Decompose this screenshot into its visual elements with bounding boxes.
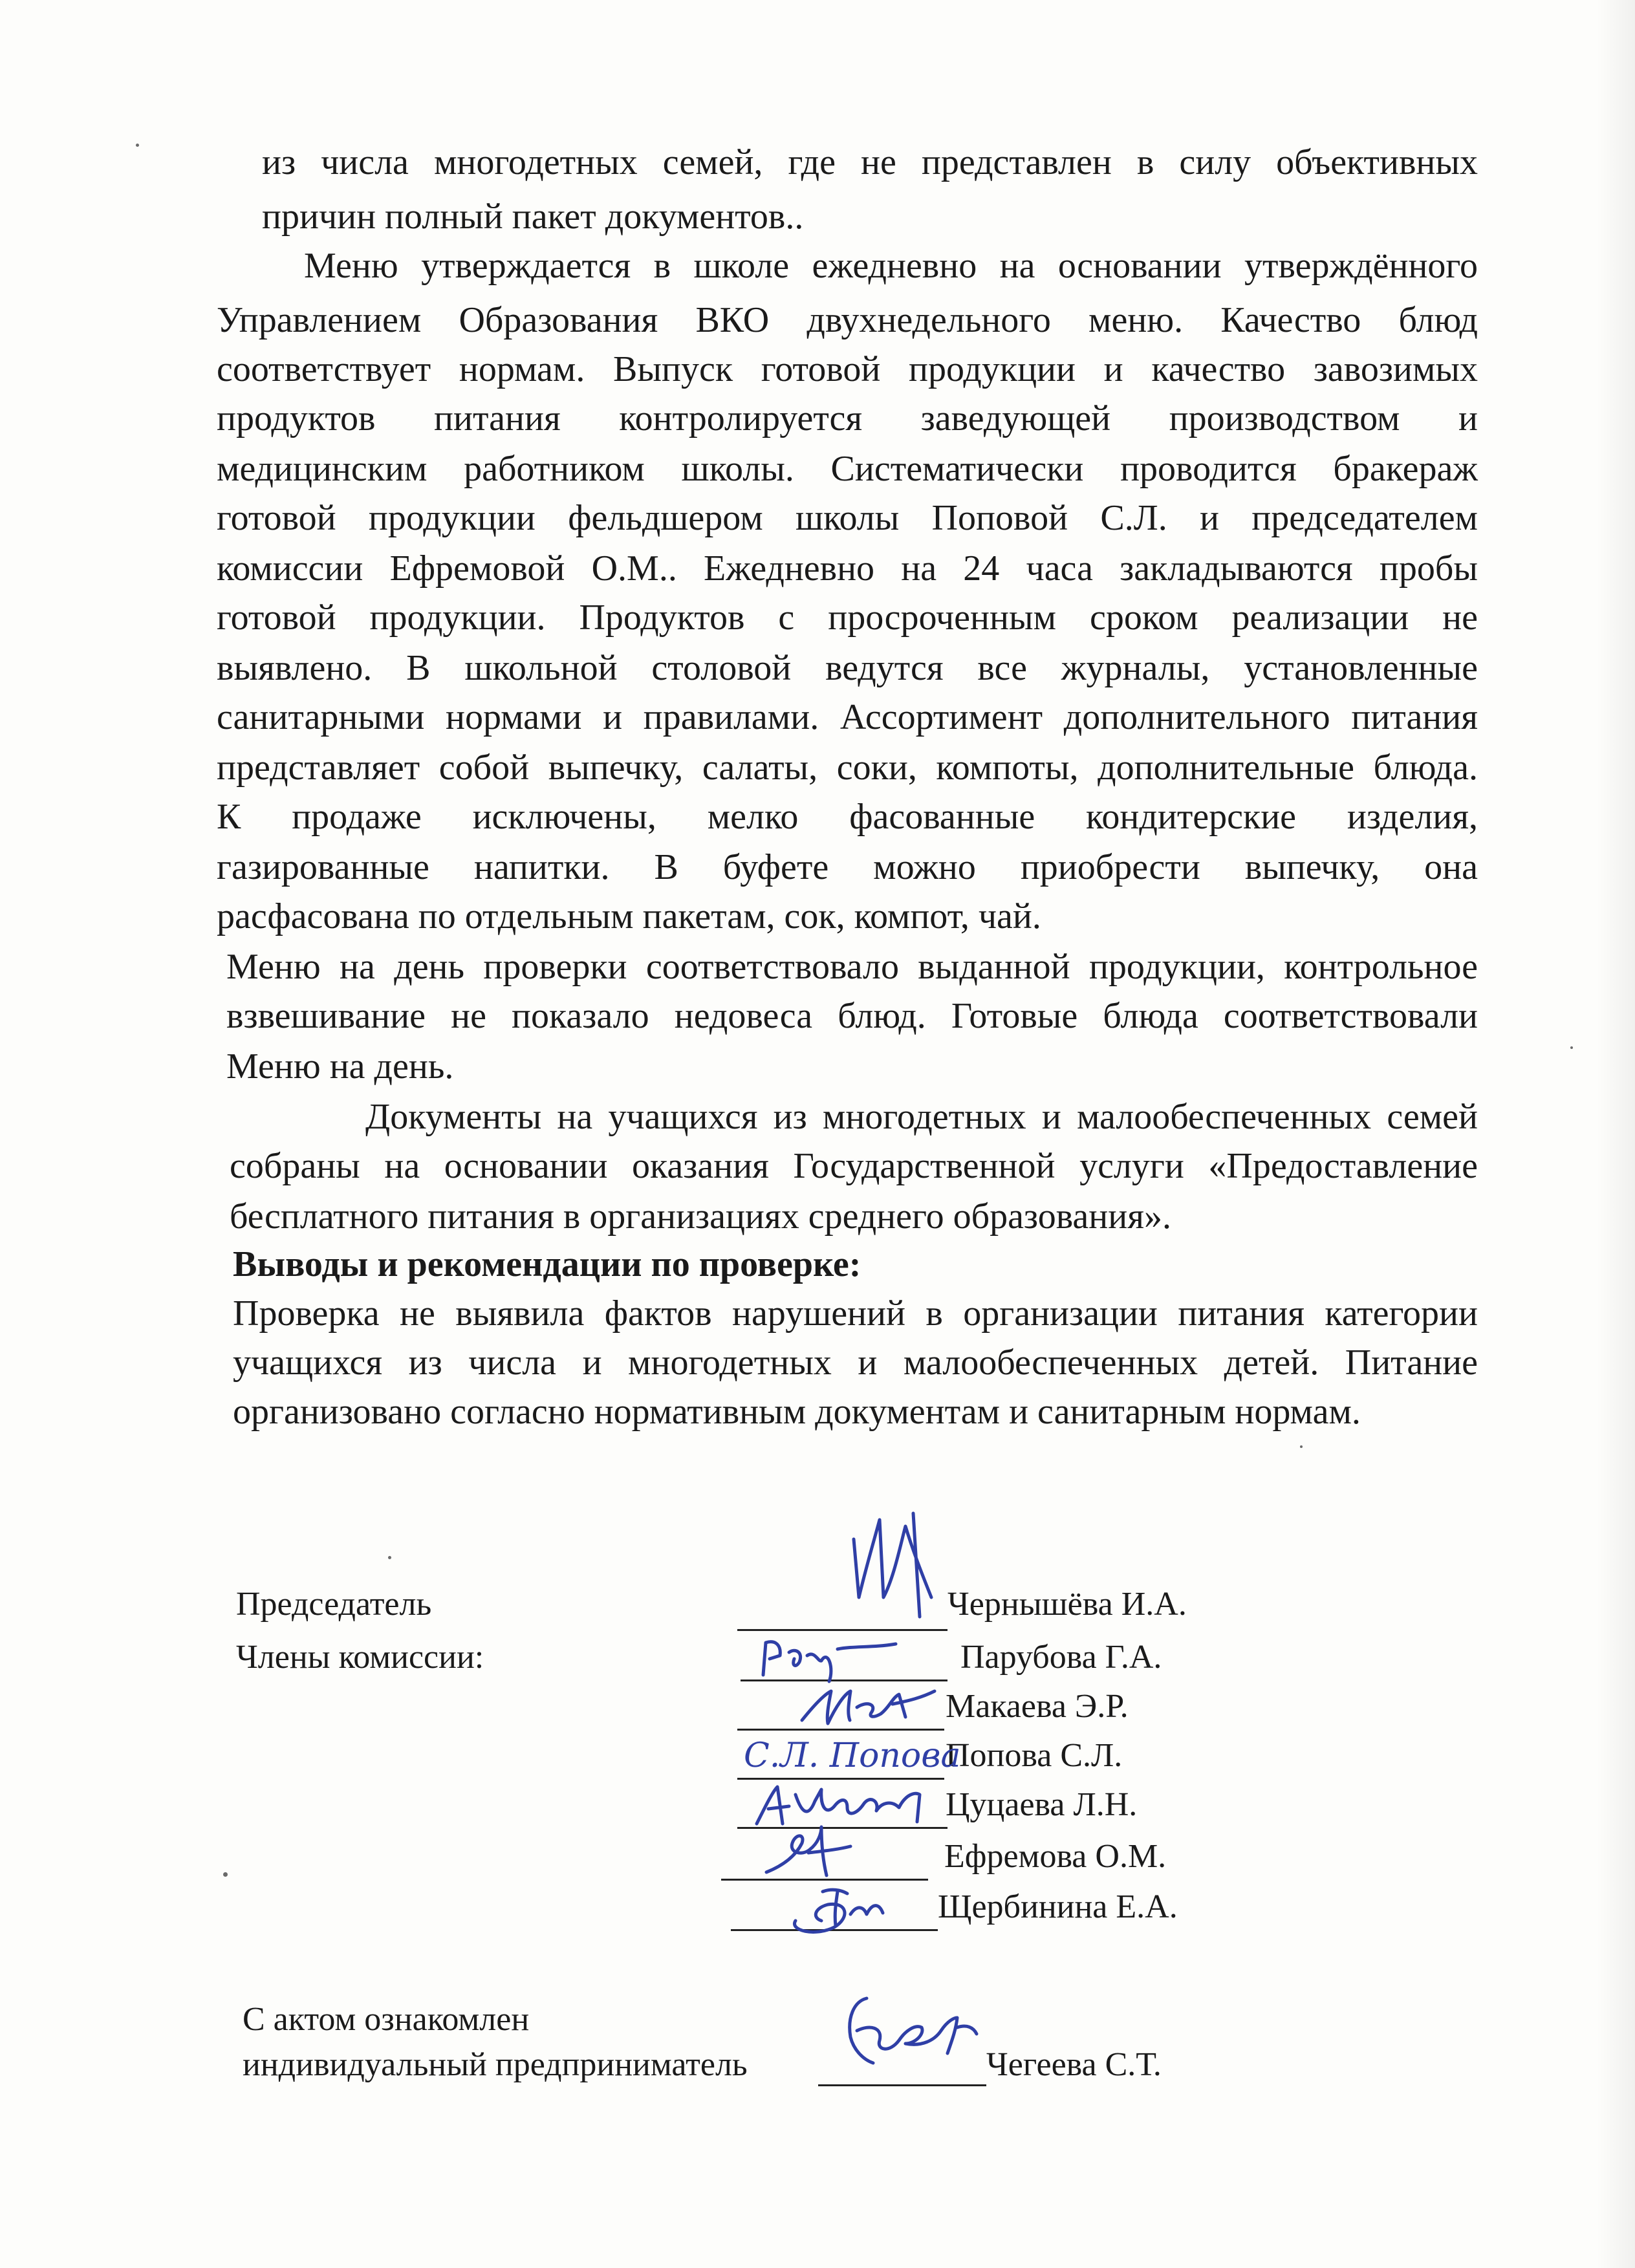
signature-shcherbinina (776, 1875, 905, 1940)
ack-line2: индивидуальный предприниматель (243, 2046, 748, 2083)
chairman-label: Председатель (236, 1586, 432, 1623)
body-line: взвешивание не показало недовеса блюд. Готовые блюда соответствовали (226, 996, 1478, 1036)
body-line: организовано согласно нормативным документам и санитарным нормам. (233, 1392, 1361, 1432)
body-line: Меню на день. (226, 1046, 454, 1086)
signature-chegeeva (828, 1979, 996, 2095)
body-line: учащихся из числа и многодетных и малообеспеченных детей. Питание (233, 1343, 1478, 1383)
scan-speck (388, 1556, 391, 1559)
signatory-name: Попова С.Л. (946, 1737, 1123, 1774)
body-line: Проверка не выявила фактов нарушений в организации питания категории (233, 1293, 1478, 1334)
conclusions-heading: Выводы и рекомендации по проверке: (233, 1244, 861, 1284)
body-line: продуктов питания контролируется заведующей производством и (217, 398, 1478, 438)
body-line: готовой продукции фельдшером школы Поповой С.Л. и председателем (217, 498, 1478, 538)
entrepreneur-name: Чегеева С.Т. (986, 2046, 1162, 2083)
body-line: санитарными нормами и правилами. Ассортимент дополнительного питания (217, 697, 1478, 737)
body-line: соответствует нормам. Выпуск готовой продукции и качество завозимых (217, 349, 1478, 389)
body-line: собраны на основании оказания Государственной услуги «Предоставление (230, 1146, 1478, 1186)
signatory-name: Чернышёва И.А. (947, 1586, 1187, 1623)
body-line: Документы на учащихся из многодетных и малообеспеченных семей (365, 1097, 1478, 1137)
body-line: Меню утверждается в школе ежедневно на основании утверждённого (304, 246, 1478, 286)
signatory-name: Макаева Э.Р. (946, 1688, 1129, 1725)
body-line: выявлено. В школьной столовой ведутся все журналы, установленные (217, 648, 1478, 688)
body-line: причин полный пакет документов.. (262, 197, 804, 237)
signatory-name: Парубова Г.А. (960, 1639, 1162, 1676)
body-line: комиссии Ефремовой О.М.. Ежедневно на 24 часа закладываются пробы (217, 548, 1478, 589)
scan-speck (1570, 1046, 1573, 1049)
body-line: расфасована по отдельным пакетам, сок, компот, чай. (217, 896, 1041, 936)
body-line: медицинским работником школы. Систематически проводится бракераж (217, 449, 1478, 489)
body-line: бесплатного питания в организациях среднего образования». (230, 1196, 1171, 1237)
signatory-name: Щербинина Е.А. (938, 1888, 1178, 1925)
members-label: Члены комиссии: (236, 1639, 484, 1676)
handwritten-popova: С.Л. Попова (744, 1736, 961, 1775)
scan-speck (223, 1872, 228, 1877)
body-line: газированные напитки. В буфете можно приобрести выпечку, она (217, 847, 1478, 887)
body-line: представляет собой выпечку, салаты, соки, компоты, дополнительные блюда. (217, 748, 1478, 788)
body-line: готовой продукции. Продуктов с просроченным сроком реализации не (217, 598, 1478, 638)
body-line: Меню на день проверки соответствовало выданной продукции, контрольное (226, 947, 1478, 987)
scan-speck (1300, 1445, 1303, 1448)
body-line: из числа многодетных семей, где не представлен в силу объективных (262, 142, 1478, 182)
signature-chernysheva (841, 1500, 944, 1630)
ack-line1: С актом ознакомлен (243, 2001, 530, 2038)
body-line: Управлением Образования ВКО двухнедельного меню. Качество блюд (217, 300, 1478, 340)
scan-speck (136, 144, 139, 147)
body-line: К продаже исключены, мелко фасованные кондитерские изделия, (217, 797, 1478, 837)
signatory-name: Цуцаева Л.Н. (946, 1786, 1138, 1823)
signatory-name: Ефремова О.М. (944, 1838, 1167, 1875)
scan-edge-shadow (1596, 0, 1635, 2268)
